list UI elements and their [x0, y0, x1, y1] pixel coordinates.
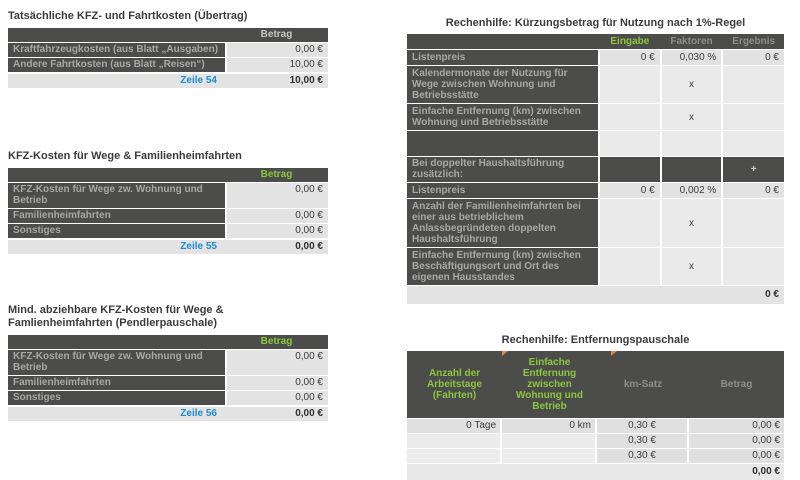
calc2-row [407, 434, 784, 448]
column-header-arbeitstage: Anzahl der Arbeitstage (Fahrten) [426, 368, 482, 401]
column-header-label: km-Satz [623, 379, 663, 390]
zeile-reference: Zeile 54 [180, 75, 217, 86]
betrag-cell: 0,00 € [689, 419, 784, 433]
column-header-label: Einfache Entfernung zwischen Wohnung und Betrieb [515, 357, 583, 412]
calc1-title: Rechenhilfe: Kürzungsbetrag für Nutzung nach 1%-Regel [445, 17, 746, 29]
amount-cell[interactable]: 0,00 € [227, 183, 328, 208]
calc1-row-empty [407, 131, 784, 156]
column-header-km-satz [597, 351, 689, 418]
deductible-costs-table [8, 335, 328, 421]
km-satz-cell: 0,30 € [597, 419, 687, 433]
arbeitstage-cell [407, 434, 500, 448]
row-label: Kalendermonate der Nutzung für Wege zwischen Wohnung und Betriebsstätte [407, 66, 598, 103]
calc1-header-row [407, 34, 784, 49]
table-row [8, 209, 328, 223]
amount-cell[interactable]: 0,00 € [227, 209, 328, 223]
table-title-deductible-costs: Mind. abziehbare KFZ-Kosten für Wege & Famlienheimfahrten (Pendlerpauschale) [8, 304, 224, 329]
column-header-ergebnis: Ergebnis [732, 36, 776, 47]
eingabe-cell[interactable] [600, 66, 660, 103]
header-spacer [8, 168, 225, 182]
table-header-row [8, 168, 328, 182]
operator-cell: x [662, 199, 722, 247]
total-amount-cell: 0,00 € [295, 408, 323, 419]
row-label: KFZ-Kosten für Wege zw. Wohnung und Betrieb [8, 350, 225, 375]
column-header-betrag: Betrag [260, 169, 293, 180]
table-footer-row [8, 407, 328, 421]
section-calc-one-percent-rule [407, 17, 784, 304]
amount-cell[interactable]: 10,00 € [227, 58, 328, 72]
calc2-row [407, 449, 784, 463]
actual-costs-table [8, 28, 328, 88]
section-calc-distance-allowance [407, 334, 784, 480]
eingabe-cell[interactable]: 0 € [600, 50, 660, 65]
row-label: Bei doppelter Haushaltsführung zusätzlich: [407, 157, 598, 182]
eingabe-cell [600, 131, 660, 156]
operator-cell: x [662, 248, 722, 285]
eingabe-cell[interactable] [600, 199, 660, 247]
right-column [407, 0, 784, 480]
row-label: Einfache Entfernung (km) zwischen Wohnung und Betriebsstätte [407, 104, 598, 130]
table-header-row [8, 28, 328, 42]
row-label: Kraftfahrzeugkosten (aus Blatt „Ausgaben) [8, 43, 225, 57]
entfernung-cell[interactable]: 0 km [502, 419, 595, 433]
ergebnis-cell [723, 104, 784, 130]
note-marker-icon [611, 351, 617, 356]
table-row [8, 350, 328, 375]
calc1-row-familienheimfahrten [407, 199, 784, 247]
ergebnis-cell [723, 248, 784, 285]
total-amount-cell: 0,00 € [295, 241, 323, 252]
zeile-reference: Zeile 55 [180, 241, 217, 252]
ergebnis-cell [723, 131, 784, 156]
table-header-row [8, 335, 328, 349]
betrag-cell: 0,00 € [689, 434, 784, 448]
row-label: Familienheimfahrten [8, 376, 225, 390]
row-label: KFZ-Kosten für Wege zw. Wohnung und Betrieb [8, 183, 225, 208]
faktor-cell: 0,002 % [662, 183, 722, 198]
row-label: Anzahl der Familienheimfahrten bei einer aus betrieblichem Anlassbegründeten doppelten Haushaltsführung [407, 199, 598, 247]
entfernung-cell [502, 449, 595, 463]
plus-operator-cell: + [723, 157, 784, 182]
calc1-row-listenpreis [407, 50, 784, 65]
row-label: Einfache Entfernung (km) zwischen Beschäftigungsort und Ort des eigenen Hausstandes [407, 248, 598, 285]
row-label: Andere Fahrtkosten (aus Blatt „Reisen“) [8, 58, 225, 72]
header-spacer [8, 28, 225, 42]
table-row [8, 43, 328, 57]
calc1-result-row: 0 € [407, 286, 784, 304]
table-footer-row [8, 74, 328, 88]
calc1-row-listenpreis-2 [407, 183, 784, 198]
header-spacer [8, 335, 225, 349]
ergebnis-cell: 0 € [723, 50, 784, 65]
kfz-commute-table [8, 168, 328, 254]
ergebnis-cell: 0 € [723, 183, 784, 198]
table-row [8, 224, 328, 238]
table-row [8, 391, 328, 405]
amount-cell[interactable]: 0,00 € [227, 224, 328, 238]
note-marker-icon [502, 351, 508, 356]
row-label: Familienheimfahrten [8, 209, 225, 223]
column-header-betrag: Betrag [260, 29, 293, 40]
table-row [8, 376, 328, 390]
eingabe-cell[interactable] [600, 104, 660, 130]
arbeitstage-cell[interactable]: 0 Tage [407, 419, 500, 433]
table-row [8, 58, 328, 72]
eingabe-cell [600, 157, 660, 182]
calc1-row-entfernung-hausstand [407, 248, 784, 285]
calc2-row [407, 419, 784, 433]
row-label: Listenpreis [407, 50, 598, 65]
calc1-row-entfernung-betrieb [407, 104, 784, 130]
faktor-cell: 0,030 % [662, 50, 722, 65]
total-amount-cell: 10,00 € [289, 75, 323, 86]
row-label [407, 131, 598, 156]
column-header-betrag: Betrag [260, 336, 293, 347]
column-header-betrag: Betrag [720, 379, 753, 390]
amount-cell[interactable]: 0,00 € [227, 350, 328, 375]
column-header-faktoren: Faktoren [670, 36, 713, 47]
left-column [8, 0, 328, 421]
km-satz-cell: 0,30 € [597, 434, 687, 448]
one-percent-calc-table [407, 34, 784, 304]
arbeitstage-cell [407, 449, 500, 463]
operator-cell: x [662, 66, 722, 103]
row-label: Sonstiges [8, 391, 225, 405]
row-label: Sonstiges [8, 224, 225, 238]
calc1-row-kalendermonate [407, 66, 784, 103]
calc1-row-double-household [407, 157, 784, 182]
table-title-actual-costs: Tatsächliche KFZ- und Fahrtkosten (Übertrag) [8, 10, 248, 22]
km-satz-cell: 0,30 € [597, 449, 687, 463]
section-deductible-kfz-costs [8, 304, 328, 421]
calc2-header-row [407, 351, 784, 418]
entfernung-cell [502, 434, 595, 448]
faktor-cell [662, 131, 722, 156]
eingabe-cell[interactable] [600, 248, 660, 285]
column-header-eingabe: Eingabe [610, 36, 650, 47]
calc2-title: Rechenhilfe: Entfernungspauschale [501, 334, 690, 346]
eingabe-cell[interactable]: 0 € [600, 183, 660, 198]
row-label: Listenpreis [407, 183, 598, 198]
column-header-entfernung [502, 351, 597, 418]
faktor-cell [662, 157, 722, 182]
table-title-kfz-commute: KFZ-Kosten für Wege & Familienheimfahrten [8, 150, 242, 162]
operator-cell: x [662, 104, 722, 130]
distance-allowance-table [407, 351, 784, 480]
calc2-result-row: 0,00 € [407, 464, 784, 480]
amount-cell[interactable]: 0,00 € [227, 43, 328, 57]
section-actual-vehicle-costs [8, 10, 328, 88]
amount-cell[interactable]: 0,00 € [227, 391, 328, 405]
zeile-reference: Zeile 56 [180, 408, 217, 419]
section-kfz-costs-commute [8, 150, 328, 254]
table-row [8, 183, 328, 208]
ergebnis-cell [723, 66, 784, 103]
ergebnis-cell [723, 199, 784, 247]
header-spacer [407, 34, 598, 49]
table-footer-row [8, 240, 328, 254]
betrag-cell: 0,00 € [689, 449, 784, 463]
amount-cell[interactable]: 0,00 € [227, 376, 328, 390]
